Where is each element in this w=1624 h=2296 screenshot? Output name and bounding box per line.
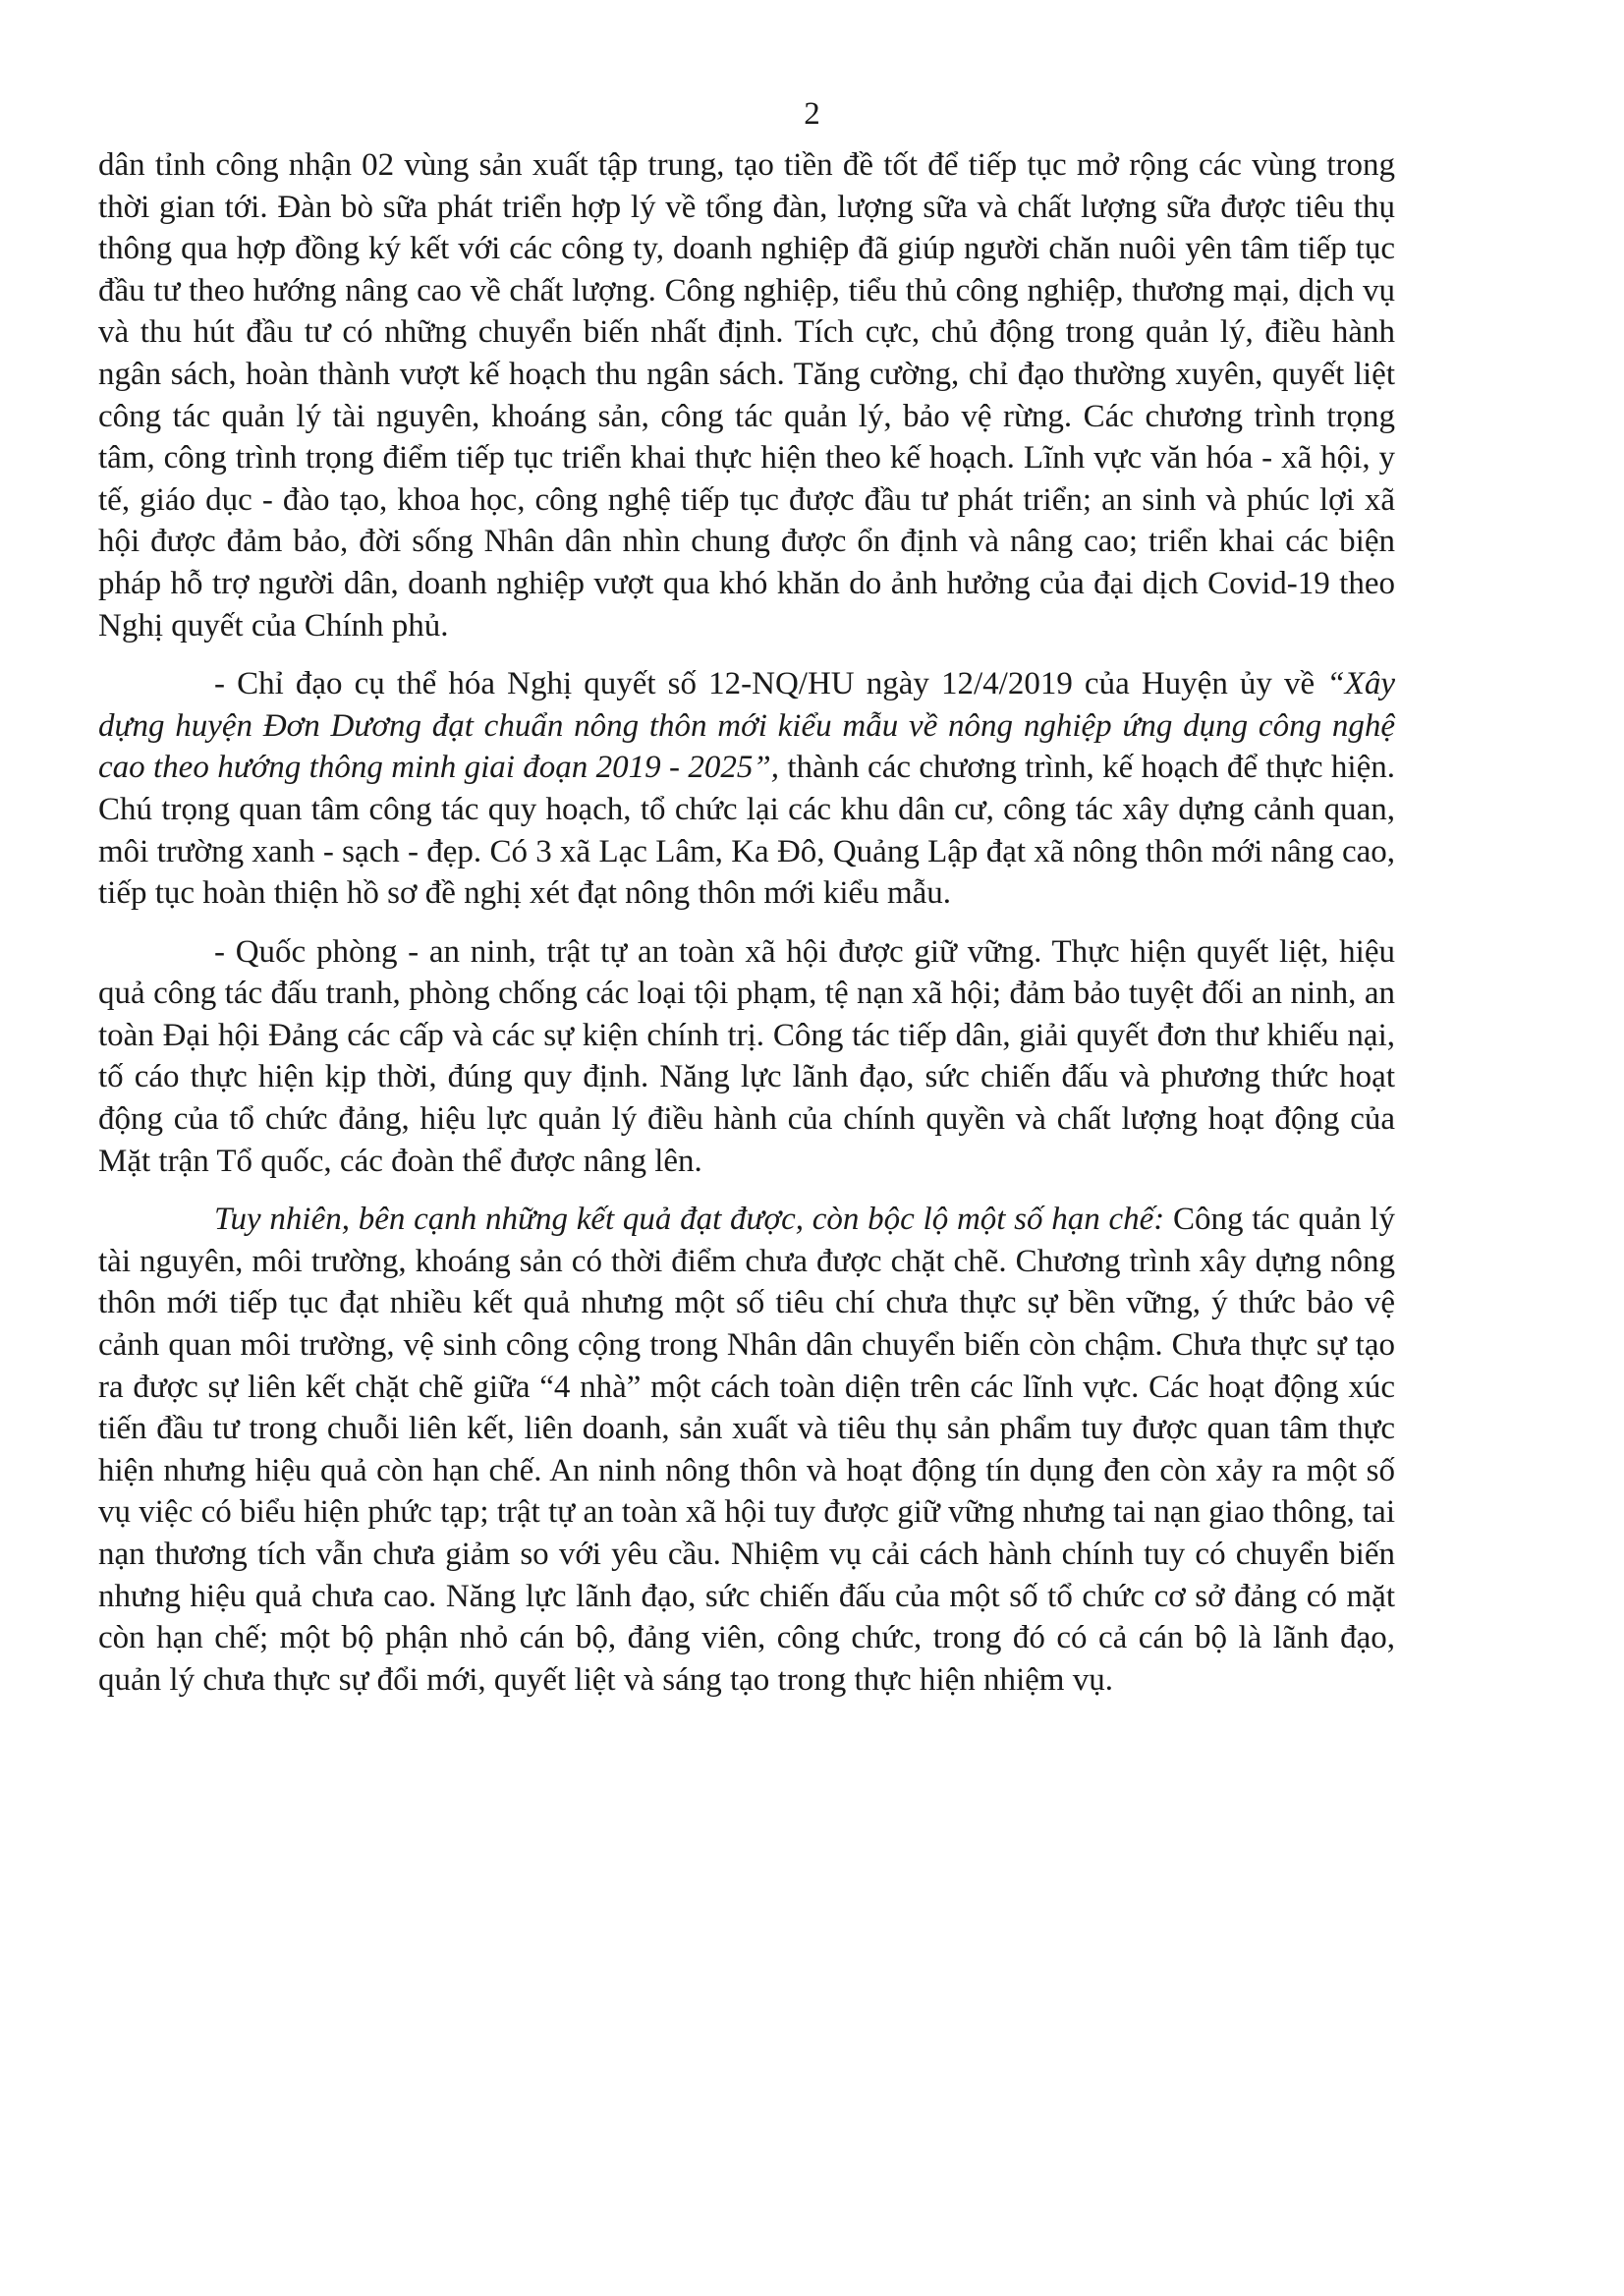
document-body — [98, 144, 1395, 1701]
paragraph-1-text: dân tỉnh công nhận 02 vùng sản xuất tập trung, tạo tiền đề tốt để tiếp tục mở rộng các vùng trong thời gian tới. Đàn bò sữa phát triển hợp lý về tổng đàn, lượng sữa và chất lượng sữa được tiêu thụ thông qua hợp đồng ký kết với các công ty, doanh nghiệp đã giúp người chăn nuôi yên tâm tiếp tục đầu tư theo hướng nâng cao về chất lượng. Công nghiệp, tiểu thủ công nghiệp, thương mại, dịch vụ và thu hút đầu tư có những chuyển biến nhất định. Tích cực, chủ động trong quản lý, điều hành ngân sách, hoàn thành vượt kế hoạch thu ngân sách. Tăng cường, chỉ đạo thường xuyên, quyết liệt công tác quản lý tài nguyên, khoáng sản, công tác quản lý, bảo vệ rừng. Các chương trình trọng tâm, công trình trọng điểm tiếp tục triển khai thực hiện theo kế hoạch. Lĩnh vực văn hóa - xã hội, y tế, giáo dục - đào tạo, khoa học, công nghệ tiếp tục được đầu tư phát triển; an sinh và phúc lợi xã hội được đảm bảo, đời sống Nhân dân nhìn chung được ổn định và nâng cao; triển khai các biện pháp hỗ trợ người dân, doanh nghiệp vượt qua khó khăn do ảnh hưởng của đại dịch Covid-19 theo Nghị quyết của Chính phủ. — [98, 147, 1395, 644]
paragraph-4-text: Công tác quản lý tài nguyên, môi trường, khoáng sản có thời điểm chưa được chặt chẽ. Chương trình xây dựng nông thôn mới tiếp tục đạt nhiều kết quả nhưng một số tiêu chí chưa thực sự bền vững, ý thức bảo vệ cảnh quan môi trường, vệ sinh công cộng trong Nhân dân chuyển biến còn chậm. Chưa thực sự tạo ra được sự liên kết chặt chẽ giữa “4 nhà” một cách toàn diện trên các lĩnh vực. Các hoạt động xúc tiến đầu tư trong chuỗi liên kết, liên doanh, sản xuất và tiêu thụ sản phẩm tuy được quan tâm thực hiện nhưng hiệu quả còn hạn chế. An ninh nông thôn và hoạt động tín dụng đen còn xảy ra một số vụ việc có biểu hiện phức tạp; trật tự an toàn xã hội tuy được giữ vững nhưng tai nạn giao thông, tai nạn thương tích vẫn chưa giảm so với yêu cầu. Nhiệm vụ cải cách hành chính tuy có chuyển biến nhưng hiệu quả chưa cao. Năng lực lãnh đạo, sức chiến đấu của một số tổ chức cơ sở đảng có mặt còn hạn chế; một bộ phận nhỏ cán bộ, đảng viên, công chức, trong đó có cả cán bộ là lãnh đạo, quản lý chưa thực sự đổi mới, quyết liệt và sáng tạo trong thực hiện nhiệm vụ. — [98, 1202, 1396, 1698]
paragraph-2-text-b: thành các chương trình, kế hoạch để thực hiện. Chú trọng quan tâm công tác quy hoạch, tổ chức lại các khu dân cư, công tác xây dựng cảnh quan, môi trường xanh - sạch - đẹp. Có 3 xã Lạc Lâm, Ka Đô, Quảng Lập đạt xã nông thôn mới nâng cao, tiếp tục hoàn thiện hồ sơ đề nghị xét đạt nông thôn mới kiểu mẫu. — [98, 750, 1395, 912]
paragraph-2-quoted-title: “Xây dựng huyện Đơn Dương đạt chuẩn nông thôn mới kiểu mẫu về nông nghiệp ứng dụng công nghệ cao theo hướng thông minh giai đoạn 2019 - 2025”, — [98, 666, 1395, 786]
page-number: 2 — [804, 96, 820, 132]
paragraph-3-text: - Quốc phòng - an ninh, trật tự an toàn xã hội được giữ vững. Thực hiện quyết liệt, hiệu quả công tác đấu tranh, phòng chống các loại tội phạm, tệ nạn xã hội; đảm bảo tuyệt đối an ninh, an toàn Đại hội Đảng các cấp và các sự kiện chính trị. Công tác tiếp dân, giải quyết đơn thư khiếu nại, tố cáo thực hiện kịp thời, đúng quy định. Năng lực lãnh đạo, sức chiến đấu và phương thức hoạt động của tổ chức đảng, hiệu lực quản lý điều hành của chính quyền và chất lượng hoạt động của Mặt trận Tổ quốc, các đoàn thể được nâng lên. — [98, 933, 1395, 1179]
paragraph-4 — [98, 1199, 1395, 1701]
paragraph-4-italic-lead: Tuy nhiên, bên cạnh những kết quả đạt được, còn bộc lộ một số hạn chế: — [214, 1202, 1165, 1238]
paragraph-2 — [98, 663, 1395, 915]
paragraph-2-text-a: - Chỉ đạo cụ thể hóa Nghị quyết số 12-NQ/HU ngày 12/4/2019 của Huyện ủy về — [214, 666, 1327, 702]
paragraph-3 — [98, 931, 1395, 1183]
paragraph-1 — [98, 144, 1395, 646]
